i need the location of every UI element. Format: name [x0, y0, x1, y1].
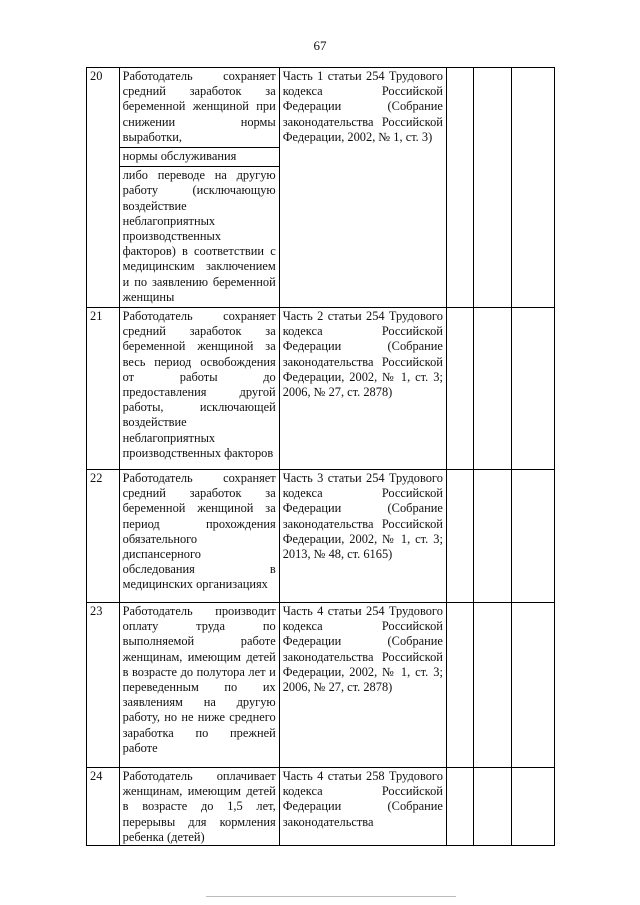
law-reference-cell: [279, 308, 446, 470]
empty-cell: [474, 308, 512, 470]
requirement-text: Работодатель сохраняет средний заработок за беременной женщиной при снижении нормы выработки,: [122, 69, 276, 144]
empty-cell: [474, 470, 512, 603]
law-reference-text: Часть 4 статьи 254 Трудового кодекса Российской Федерации (Собрание законодательства Российской Федерации, 2002, № 1, ст. 3; 2006, № 27, ст. 2878): [282, 604, 443, 695]
law-reference-text: Часть 3 статьи 254 Трудового кодекса Российской Федерации (Собрание законодательства Российской Федерации, 2002, № 1, ст. 3; 2013, № 48, ст. 6165): [282, 471, 443, 562]
empty-cell: [512, 603, 555, 768]
empty-cell: [512, 308, 555, 470]
empty-cell: [512, 470, 555, 603]
table-row: [87, 68, 555, 308]
requirement-text: либо переводе на другую работу (исключающую воздействие неблагоприятных производственных факторов) в соответствии с медицинским заключением и по заявлению беременной женщины: [120, 166, 279, 305]
requirement-cell: [119, 768, 279, 846]
requirement-text: нормы обслуживания: [120, 147, 279, 164]
law-reference-text: Часть 1 статьи 254 Трудового кодекса Российской Федерации (Собрание законодательства Российской Федерации, 2002, № 1, ст. 3): [282, 69, 443, 144]
row-number: 23: [87, 603, 120, 768]
empty-cell: [474, 68, 512, 308]
row-number: 20: [87, 68, 120, 308]
empty-cell: [446, 603, 474, 768]
law-reference-text: Часть 2 статьи 254 Трудового кодекса Российской Федерации (Собрание законодательства Российской Федерации, 2002, № 1, ст. 3; 2006, № 27, ст. 2878): [282, 309, 443, 400]
requirement-text: Работодатель оплачивает женщинам, имеющим детей в возрасте до 1,5 лет, перерывы для кормления ребенка (детей): [122, 769, 276, 844]
law-reference-cell: [279, 68, 446, 308]
empty-cell: [474, 768, 512, 846]
table-row: [87, 470, 555, 603]
requirement-cell: [119, 68, 279, 308]
table-row: [87, 603, 555, 768]
requirements-table: [86, 67, 555, 846]
page-number: 67: [313, 38, 327, 53]
requirement-text: Работодатель сохраняет средний заработок за беременной женщиной за весь период освобождения от работы до предоставления другой работы, исключающей воздействие неблагоприятных производственных факторов: [122, 309, 276, 460]
requirement-text: Работодатель сохраняет средний заработок за беременной женщиной за период прохождения обязательного диспансерного обследования в медицинских организациях: [122, 471, 276, 592]
empty-cell: [446, 68, 474, 308]
law-reference-cell: [279, 470, 446, 603]
row-number: 22: [87, 470, 120, 603]
bottom-rule: [206, 896, 456, 897]
law-reference-cell: [279, 603, 446, 768]
table-row: [87, 308, 555, 470]
requirement-cell: [119, 470, 279, 603]
empty-cell: [474, 603, 512, 768]
row-number: 21: [87, 308, 120, 470]
requirement-cell: [119, 603, 279, 768]
row-number: 24: [87, 768, 120, 846]
empty-cell: [446, 768, 474, 846]
empty-cell: [446, 470, 474, 603]
empty-cell: [512, 768, 555, 846]
law-reference-text: Часть 4 статьи 258 Трудового кодекса Российской Федерации (Собрание законодательства: [282, 769, 443, 829]
table-row: [87, 768, 555, 846]
empty-cell: [446, 308, 474, 470]
law-reference-cell: [279, 768, 446, 846]
requirement-cell: [119, 308, 279, 470]
requirement-text: Работодатель производит оплату труда по выполняемой работе женщинам, имеющим детей в возрасте до полутора лет и переведенным по их заявлениям на другую работу, но не ниже среднего заработка по прежней работе: [122, 604, 276, 755]
empty-cell: [512, 68, 555, 308]
